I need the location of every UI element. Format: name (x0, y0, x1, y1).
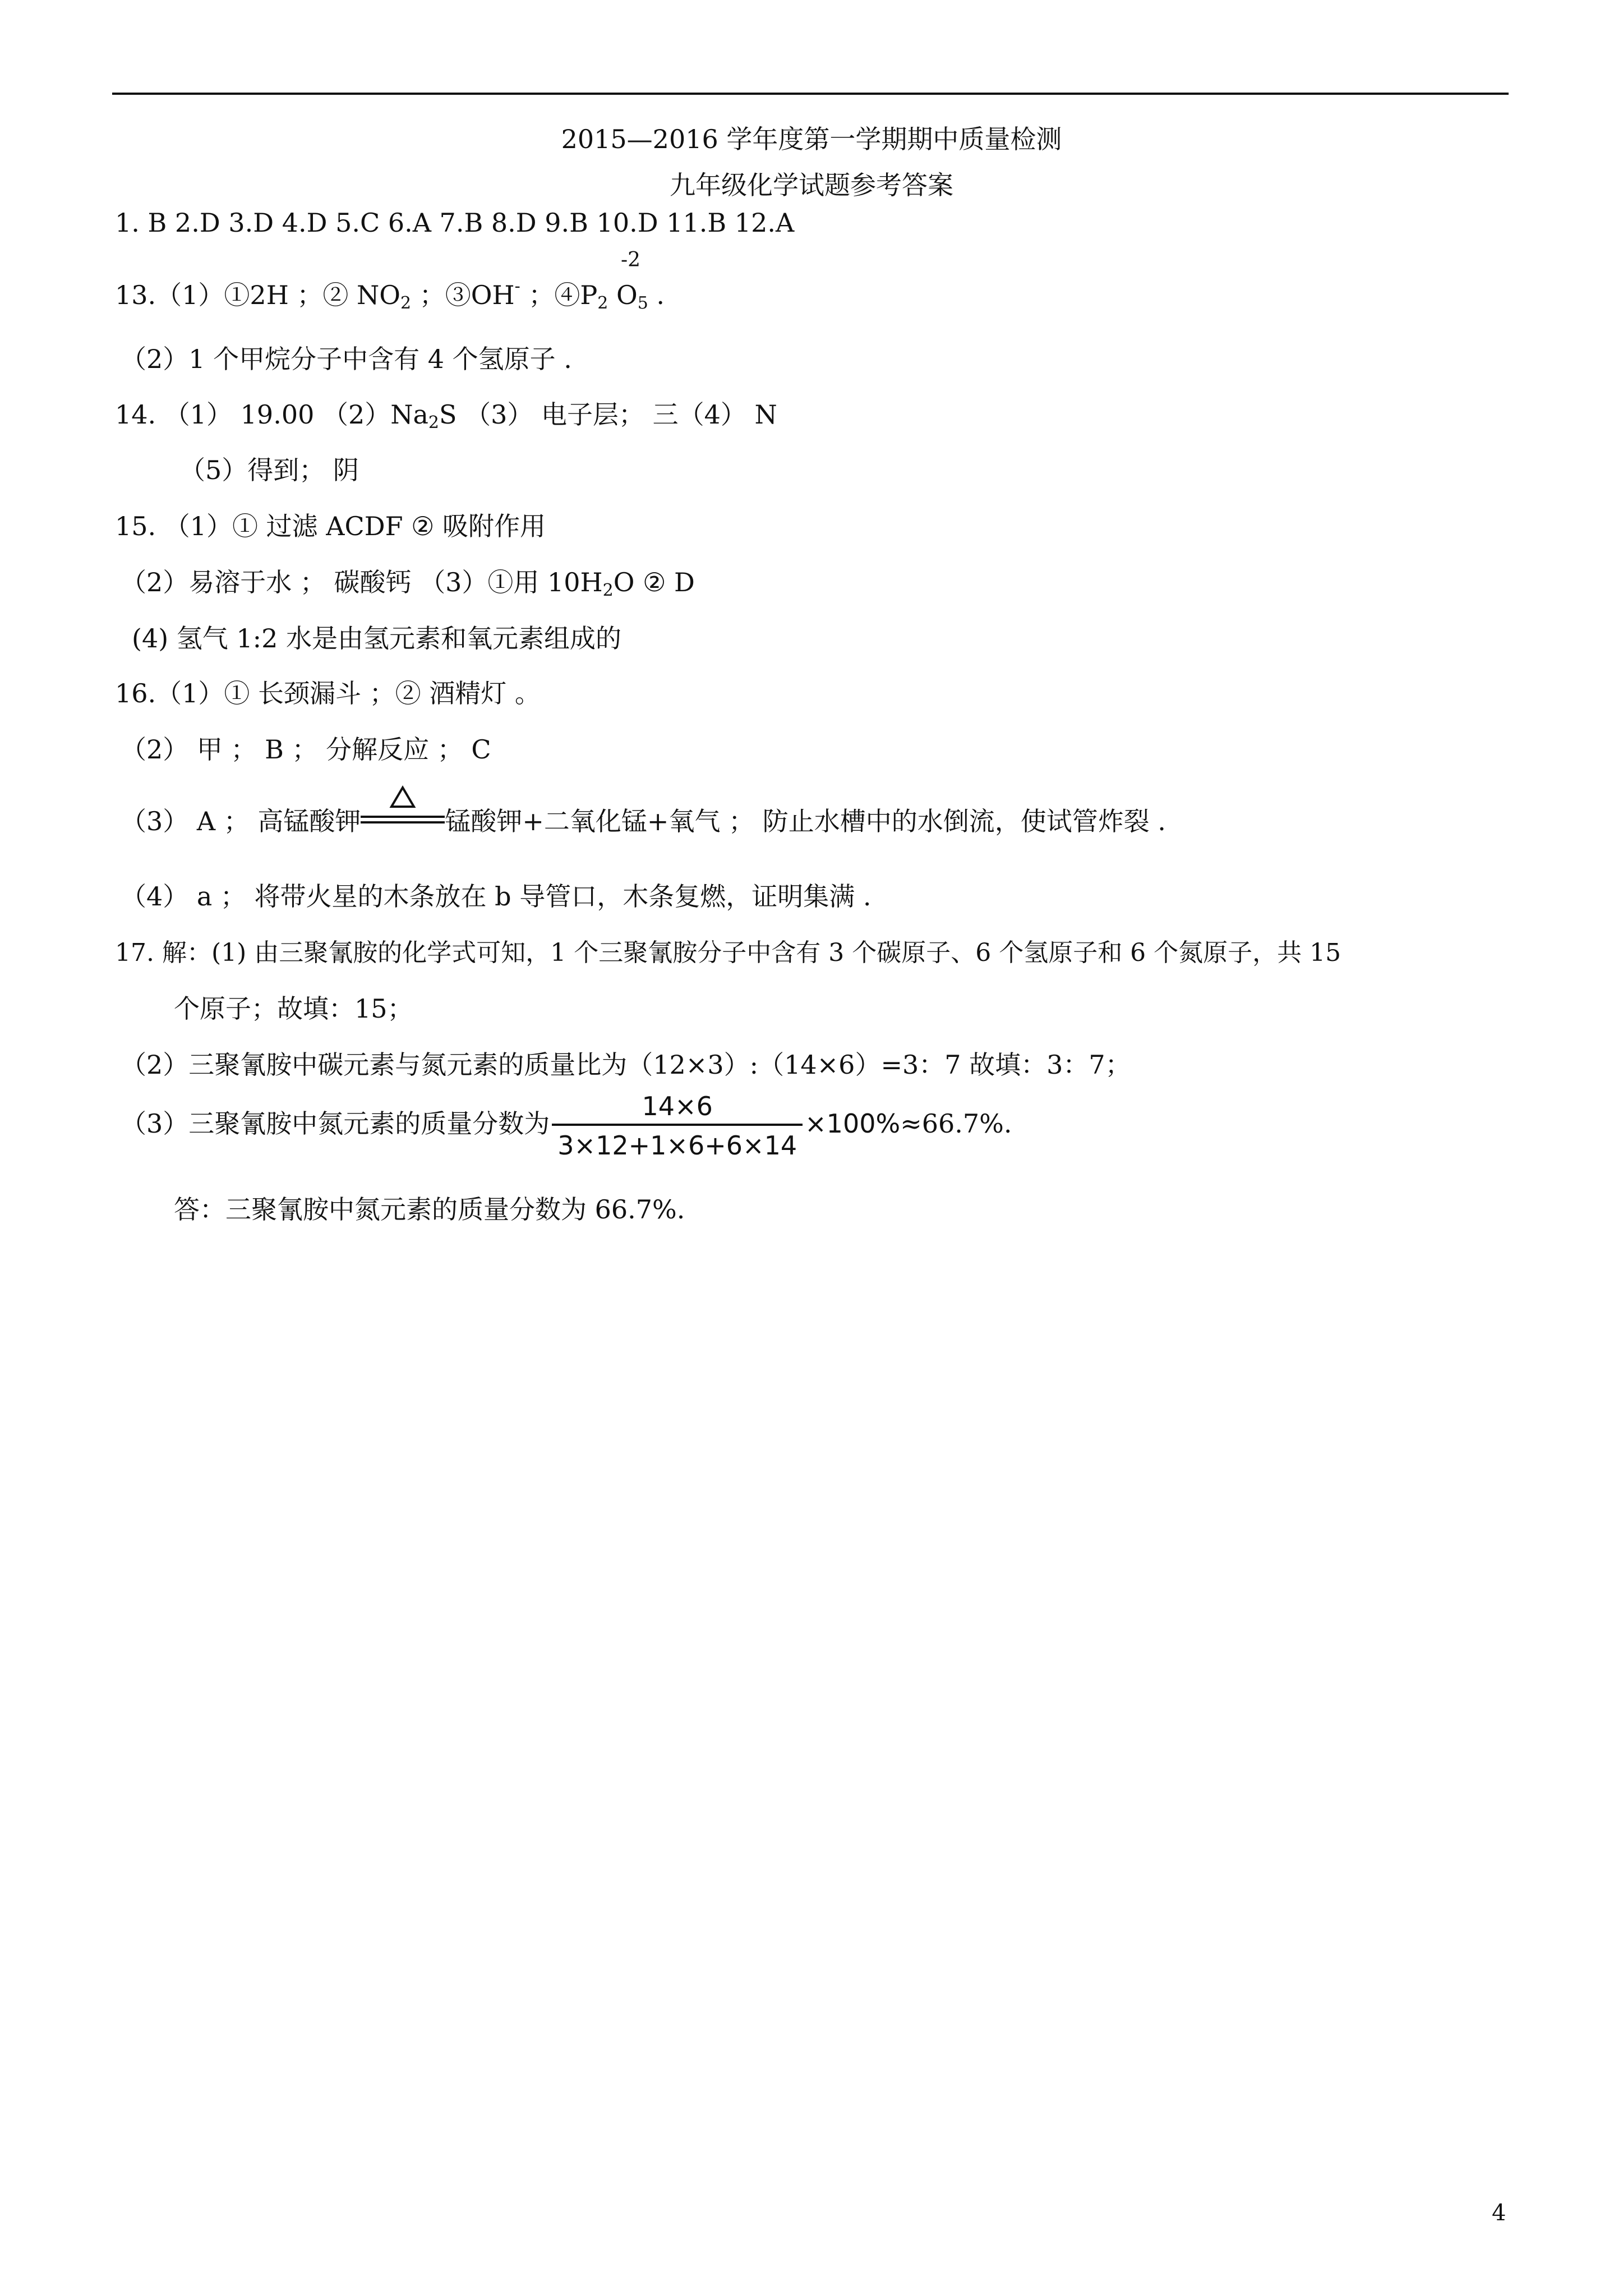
page-number: 4 (1492, 2200, 1506, 2226)
answer-16-4: （4） a ； 将带火星的木条放在 b 导管口，木条复燃，证明集满 . (121, 881, 872, 912)
answer-17-1: 17. 解：(1) 由三聚氰胺的化学式可知，1 个三聚氰胺分子中含有 3 个碳原子、6 个氢原子和 6 个氮原子，共 15 (115, 938, 1341, 967)
answer-17-1-cont: 个原子；故填：15； (174, 993, 413, 1024)
answer-14-5: （5）得到； 阴 (179, 455, 359, 485)
oxygen-with-valence: -2 O (616, 249, 641, 310)
answer-15-4: (4) 氢气 1:2 水是由氢元素和氧元素组成的 (132, 623, 622, 654)
final-answer: 答：三聚氰胺中氮元素的质量分数为 66.7%. (174, 1194, 685, 1225)
answer-15-2: （2）易溶于水 ； 碳酸钙 （3）①用 $10H_2O$ ② D (121, 567, 695, 600)
answer-15-1: 15. （1）① 过滤 ACDF ② 吸附作用 (115, 511, 546, 541)
answers-1-12: 1. B 2.D 3.D 4.D 5.C 6.A 7.B 8.D 9.B 10.D 11.B 12.A (115, 208, 795, 238)
document-title: 2015—2016 学年度第一学期期中质量检测 (561, 124, 1062, 154)
mass-fraction: $\frac{14\times 6}{3\times 12+1\times 6+6\times 14}$ (552, 1091, 803, 1161)
answer-17-2: （2）三聚氰胺中碳元素与氮元素的质量比为（12×3）:（14×6）=3：7 故填：3：7； (121, 1050, 1131, 1080)
header-rule (112, 93, 1509, 95)
answer-13-2: （2）1 个甲烷分子中含有 4 个氢原子 . (121, 344, 572, 374)
answer-17-3: （3）三聚氰胺中氮元素的质量分数为 $\frac{14\times 6}{3\times 12+1\times 6+6\times 14}$ ×100%≈66.7%. (121, 1091, 1012, 1161)
heating-arrow (361, 807, 445, 832)
document-subtitle: 九年级化学试题参考答案 (670, 170, 953, 200)
answer-13-1: 13.（1）①2H ；② $NO_2$ ；③OH- ；$④P_2$ -2 $O_5$ . (115, 249, 665, 313)
answer-14-1: 14. （1） 19.00 $(2)Na_2S$ （3） 电子层； 三（4） N (115, 399, 777, 432)
answer-16-1: 16.（1）① 长颈漏斗 ；② 酒精灯 。 (115, 678, 541, 708)
answer-16-2: （2） 甲 ； B ； 分解反应 ； C (121, 734, 491, 765)
answer-16-3: （3） A ； 高锰酸钾 锰酸钾+二氧化锰+氧气 ； 防止水槽中的水倒流，使试管炸裂 . (121, 801, 1166, 838)
